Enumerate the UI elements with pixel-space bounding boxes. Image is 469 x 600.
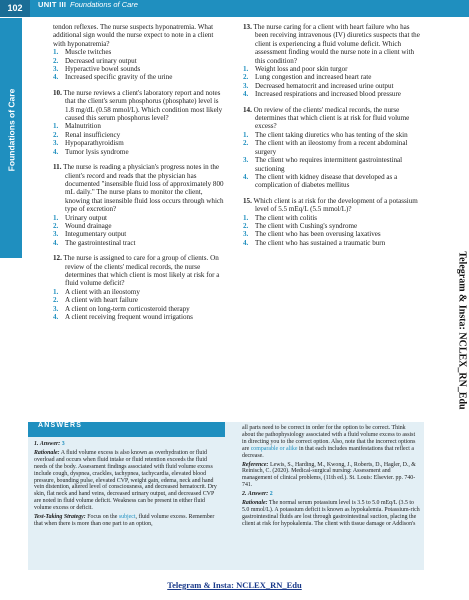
option-text: Integumentary output	[65, 230, 127, 239]
page-number: 102	[0, 0, 30, 17]
question-text: On review of the clients' medical records, the nurse determines that which client is at risk for fluid volume excess?	[253, 105, 410, 131]
option-text: The client taking diuretics who has tenting of the skin	[255, 130, 408, 139]
option-item	[53, 305, 225, 313]
answer-label: Answer:	[247, 491, 269, 498]
option-number: 3.	[53, 304, 59, 313]
option-number: 3.	[243, 156, 249, 165]
option-text: A client with heart failure	[65, 296, 138, 305]
question-number: 15.	[243, 196, 252, 205]
answers-box	[28, 422, 424, 570]
option-item	[243, 239, 421, 247]
answer-2-header	[242, 491, 420, 498]
option-number: 1.	[53, 213, 59, 222]
question-stem	[243, 23, 421, 65]
option-item	[243, 90, 421, 98]
question-13	[243, 23, 421, 99]
rationale-label: Rationale:	[34, 449, 60, 456]
question-stem	[53, 89, 225, 123]
option-number: 3.	[53, 230, 59, 239]
option-text: Malnutrition	[65, 122, 101, 131]
left-column	[53, 23, 225, 328]
rationale-text: The normal serum potassium level is 3.5 to 5.0 mEq/L (3.5 to 5.0 mmol/L). A potassium deficit is known as hypokalemia. Potassium-rich gastrointestinal fluids are lost through gastrointestinal suction, placing the client at risk for hypokalemia. The client with tissue damage or Addison's	[242, 500, 420, 527]
option-text: Weight loss and poor skin turgor	[255, 65, 348, 74]
question-number: 14.	[243, 105, 252, 114]
option-number: 2.	[243, 73, 249, 82]
option-item	[243, 65, 421, 73]
option-list	[243, 131, 421, 190]
answer-2-rationale	[242, 500, 420, 528]
option-item	[243, 173, 421, 190]
option-item	[243, 230, 421, 238]
option-item	[53, 139, 225, 147]
question-9-continued	[53, 23, 225, 82]
continued-text-post: in that each includes manifestations that reflect a decrease.	[242, 445, 414, 459]
unit-title: Foundations of Care	[70, 0, 138, 9]
option-number: 4.	[243, 172, 249, 181]
option-item	[53, 122, 225, 130]
option-number: 1.	[243, 65, 249, 74]
strategy-text-post: , fluid volume excess. Remember that when there is more than one part to an option,	[34, 514, 215, 527]
option-item	[53, 131, 225, 139]
option-item	[53, 73, 225, 81]
option-number: 1.	[53, 122, 59, 131]
option-item	[243, 131, 421, 139]
option-text: The client with colitis	[255, 213, 318, 222]
option-text: The client who has been overusing laxatives	[255, 230, 381, 239]
question-text: The nurse caring for a client with heart failure who has been receiving intravenous (IV) diuretics suspects that the client is experiencing a fluid volume deficit. Which assessment finding would the nurse note in a client with this condition?	[253, 23, 420, 65]
option-text: The gastrointestinal tract	[65, 238, 136, 247]
section-side-tab-label-wrap	[0, 20, 22, 240]
option-text: The client who has sustained a traumatic burn	[255, 238, 386, 247]
answers-heading-bar	[28, 422, 225, 437]
answer-1-header	[34, 441, 220, 448]
strategy-text-pre: Focus on the	[87, 514, 118, 521]
option-number: 1.	[53, 287, 59, 296]
option-list	[53, 288, 225, 322]
option-number: 4.	[243, 90, 249, 99]
option-item	[243, 139, 421, 156]
option-number: 2.	[243, 221, 249, 230]
option-list	[53, 214, 225, 248]
option-number: 4.	[53, 313, 59, 321]
option-text: Increased respirations and increased blood pressure	[255, 90, 401, 99]
question-12	[53, 254, 225, 321]
side-watermark: Telegram & Insta: NCLEX_RN_Edu	[456, 250, 468, 410]
option-text: Muscle twitches	[65, 48, 112, 57]
question-number: 12.	[53, 254, 62, 263]
continued-text: all parts need to be correct in order for the option to be correct. Think about the pathophysiology associated with a fluid volume excess to assist in directing you to the correct option. Also, note that the incorrect options are	[242, 425, 416, 452]
option-number: 4.	[243, 238, 249, 247]
option-item	[53, 296, 225, 304]
option-number: 3.	[53, 65, 59, 74]
answer-number: 2.	[242, 491, 247, 498]
option-item	[243, 214, 421, 222]
right-column	[243, 23, 421, 254]
question-stem	[53, 163, 225, 213]
option-text: Lung congestion and increased heart rate	[255, 73, 372, 82]
option-number: 1.	[243, 130, 249, 139]
option-text: Renal insufficiency	[65, 130, 121, 139]
option-text: Hypoparathyroidism	[65, 139, 124, 148]
option-text: Hyperactive bowel sounds	[65, 65, 141, 74]
question-text: The nurse is reading a physician's progress notes in the client's record and reads that the physician has documented "insensible fluid loss of approximately 800 mL daily." The nurse plans to monitor the client, knowing that insensible fluid loss occurs through which type of excretion?	[63, 163, 224, 214]
option-item	[243, 156, 421, 173]
option-number: 4.	[53, 73, 59, 82]
answer-number: 1.	[34, 441, 39, 447]
option-text: Increased specific gravity of the urine	[65, 73, 173, 82]
option-text: The client with kidney disease that developed as a complication of diabetes mellitus	[255, 172, 398, 190]
option-text: The client with Cushing's syndrome	[255, 221, 358, 230]
answer-value: 2	[269, 491, 273, 498]
question-number: 10.	[53, 88, 62, 97]
section-side-tab-label: Foundations of Care	[6, 88, 17, 172]
option-item	[53, 214, 225, 222]
question-stem	[243, 106, 421, 131]
option-item	[243, 222, 421, 230]
rationale-label: Rationale:	[242, 500, 268, 507]
answers-right-column	[242, 425, 420, 530]
question-number: 13.	[243, 23, 252, 31]
footer-watermark-wrap	[0, 580, 469, 590]
option-item	[53, 222, 225, 230]
strategy-label: Test-Taking Strategy:	[34, 514, 86, 521]
reference-label: Reference:	[242, 461, 269, 468]
option-item	[53, 57, 225, 65]
answer-1-rationale	[34, 450, 220, 512]
option-number: 2.	[53, 130, 59, 139]
answers-heading: ANSWERS	[38, 422, 83, 429]
option-item	[53, 148, 225, 156]
option-text: The client with an ileostomy from a recent abdominal surgery	[255, 139, 408, 156]
option-number: 4.	[53, 147, 59, 156]
option-number: 3.	[53, 139, 59, 148]
question-stem	[53, 254, 225, 288]
option-text: A client receiving frequent wound irrigations	[65, 313, 193, 321]
option-item	[53, 313, 225, 321]
option-text: Tumor lysis syndrome	[65, 147, 129, 156]
strategy-subject-keyword: subject	[118, 514, 136, 521]
option-number: 3.	[243, 230, 249, 239]
answer-1-reference	[242, 462, 420, 490]
option-item	[53, 288, 225, 296]
question-14	[243, 106, 421, 190]
question-text: The nurse reviews a client's laboratory report and notes that the client's serum phosphorus (phosphate) level is 1.8 mg/dL (0.58 mmol/L). Which condition most likely caused this serum phosphorus level?	[63, 88, 223, 123]
option-item	[53, 48, 225, 56]
option-number: 1.	[53, 48, 59, 57]
question-number: 11.	[53, 163, 62, 172]
unit-label: UNIT III	[38, 0, 67, 9]
option-number: 4.	[53, 238, 59, 247]
question-15	[243, 197, 421, 247]
option-text: Decreased urinary output	[65, 56, 137, 65]
option-number: 1.	[243, 213, 249, 222]
reference-text: Lewis, S., Harding, M., Kwong, J., Roberts, D., Hagler, D., & Reinisch, C. (2020). Medical-surgical nursing: Assessment and management of clinical problems, (11th ed.). St. Louis: Elsevier. pp. 740-741.	[242, 461, 416, 489]
option-number: 2.	[243, 139, 249, 148]
option-item	[243, 82, 421, 90]
question-11	[53, 163, 225, 247]
answer-1-strategy	[34, 514, 220, 528]
option-text: A client on long-term corticosteroid therapy	[65, 304, 190, 313]
option-number: 2.	[53, 221, 59, 230]
option-text: The client who requires intermittent gastrointestinal suctioning	[255, 156, 403, 173]
option-item	[53, 65, 225, 73]
question-stem: tendon reflexes. The nurse suspects hyponatremia. What additional sign would the nurse expect to note in a client with hyponatremia?	[53, 23, 214, 48]
answer-1-continued	[242, 425, 420, 460]
option-text: Decreased hematocrit and increased urine output	[255, 81, 394, 90]
option-list	[53, 122, 225, 156]
option-text: Urinary output	[65, 213, 107, 222]
option-list	[53, 48, 225, 82]
question-text: Which client is at risk for the development of a potassium level of 5.5 mEq/L (5.5 mmol/L)?	[253, 196, 418, 214]
option-item	[243, 73, 421, 81]
question-text: The nurse is assigned to care for a group of clients. On review of the clients' medical records, the nurse determines that which client is most likely at risk for a fluid volume deficit?	[63, 254, 220, 288]
option-number: 2.	[53, 56, 59, 65]
option-list	[243, 65, 421, 99]
option-item	[53, 239, 225, 247]
option-number: 3.	[243, 81, 249, 90]
answer-label: Answer:	[39, 441, 61, 447]
option-list	[243, 214, 421, 248]
answer-value: 3	[61, 441, 65, 447]
question-stem	[243, 197, 421, 214]
footer-watermark: Telegram & Insta: NCLEX_RN_Edu	[167, 580, 302, 590]
page-header	[0, 0, 469, 17]
option-text: Wound drainage	[65, 221, 112, 230]
option-item	[53, 230, 225, 238]
comparable-keyword: comparable or alike	[250, 445, 298, 452]
option-number: 2.	[53, 296, 59, 305]
option-text: A client with an ileostomy	[65, 287, 140, 296]
answers-left-column	[34, 441, 220, 530]
rationale-text: A fluid volume excess is also known as overhydration or fluid overload and occurs when fluid intake or fluid retention exceeds the fluid needs of the body. Assessment findings associated with fluid volume excess include cough, dyspnea, crackles, tachypnea, tachycardia, elevated blood pressure, bounding pulse, elevated CVP, weight gain, edema, neck and hand vein distention, altered level of consciousness, and decreased hematocrit. Dry skin, flat neck and hand veins, decreased urinary output, and decreased CVP are noted in fluid volume deficit. Weakness can be present in either fluid volume excess or deficit.	[34, 449, 217, 512]
question-10	[53, 89, 225, 156]
side-watermark-wrap	[455, 220, 469, 440]
